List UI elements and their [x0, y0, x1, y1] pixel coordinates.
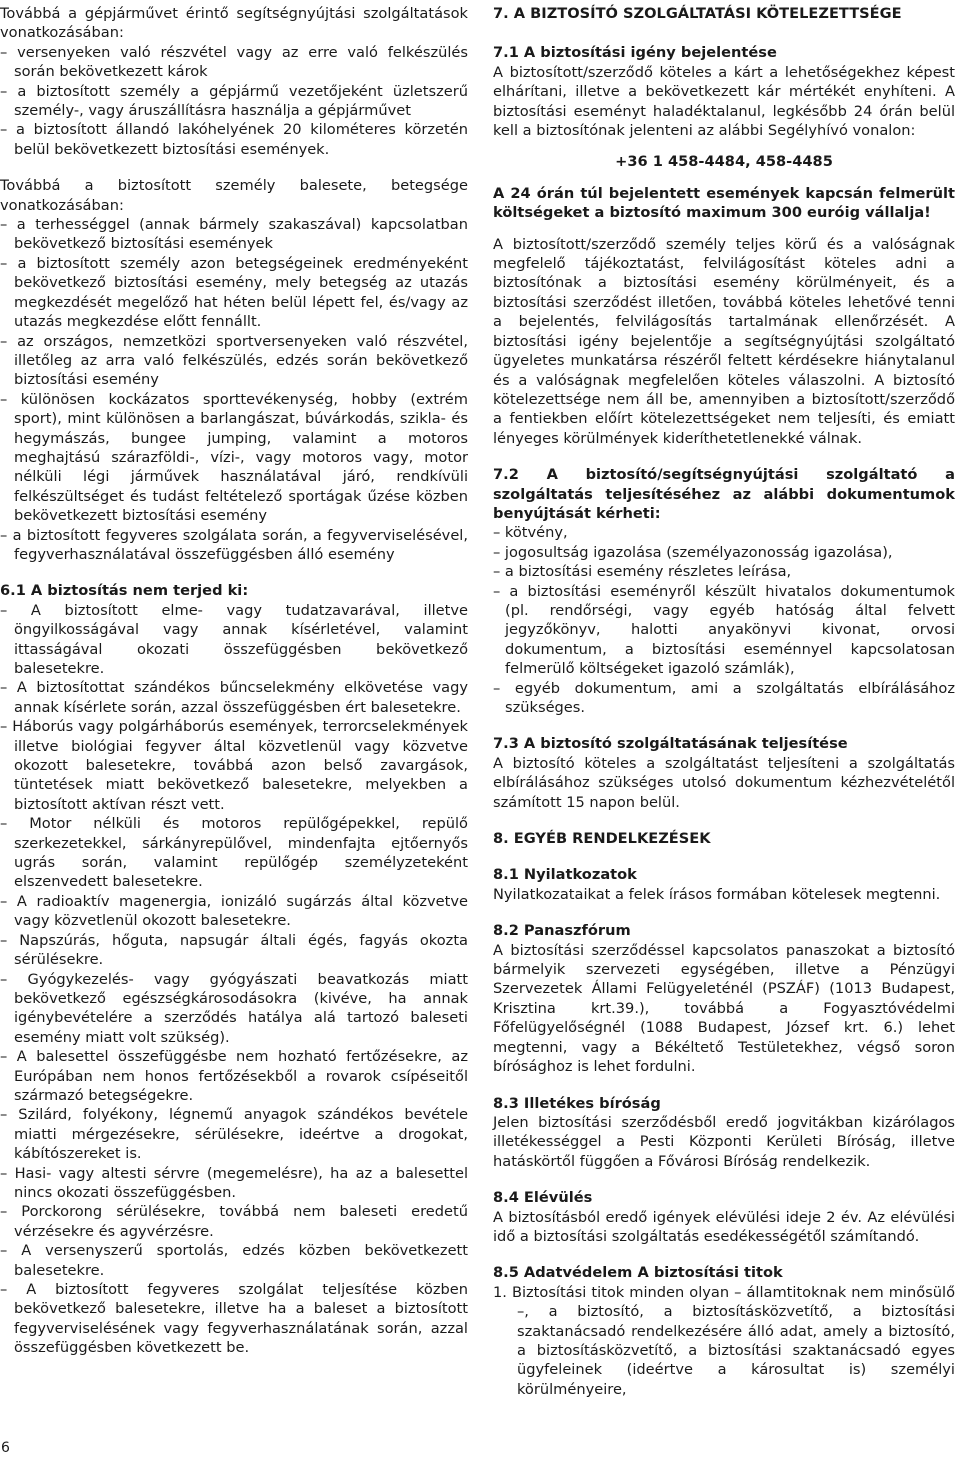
list-item: – A radioaktív magenergia, ionizáló sugárzás által közvetve vagy közvetlenül okozott balesetekre. — [0, 892, 468, 930]
list-item: – a biztosított állandó lakóhelyének 20 kilométeres körzetén belül bekövetkezett biztosítási események. — [0, 121, 468, 158]
right-column — [493, 4, 955, 1399]
section-7-3-heading: 7.3 A biztosító szolgáltatásának teljesítése — [493, 735, 848, 753]
list-item: – Porckorong sérülésekre, továbbá nem baleseti eredetű vérzésekre és agyvérzésre. — [0, 1203, 468, 1240]
section-7-3-text: A biztosító köteles a szolgáltatást teljesíteni a szolgáltatás elbírálásához szükséges utolsó dokumentum kézhezvételétől számított 15 napon belül. — [493, 754, 955, 811]
section-7-1-text-2: A biztosított/szerződő személy teljes körű és a valóságnak megfelelő tájékoztatást, felvilágosítást köteles adni a biztosítónak a biztosítási esemény körülményeit, és a biztosítási szerződést illetően, továbbá köteles lehetővé tenni a bejelentés, felvilágosítás tartalmának ellenőrzését. A biztosítási igény bejelentője a segítségnyújtási szolgáltató ügyeletes munkatársa részéről feltett kérdésekre hiánytalanul és a valóságnak megfelelően köteles válaszolni. A biztosító kötelezettsége nem áll be, amennyiben a biztosított/szerződő a fentiekben előírt kötelezettségeket nem teljesíti, és emiatt lényeges körülmények kideríthetetlenekké válnak. — [493, 235, 955, 447]
list-item: – jogosultság igazolása (személyazonosság igazolása), — [493, 543, 893, 561]
section-6-1-heading: 6.1 A biztosítás nem terjed ki: — [0, 582, 249, 600]
hotline-number: +36 1 458-4484, 458-4485 — [615, 153, 833, 171]
list-item: – a biztosítási eseményről készült hivatalos dokumentumok (pl. rendőrségi, vagy egyéb hatóság által felvett jegyzőkönyv, halotti anyakönyvi kivonat, orvosi dokumentum, a biztosítási eseménnyel kapcsolatosan felmerülő költségeket igazoló számlák), — [493, 582, 955, 678]
list-item: – a biztosított személy azon betegségeinek eredményeként bekövetkező biztosítási esemény, mely betegség az utazás megkezdését megelőző hat héten belül lépett fel, és/vagy az utazás megkezdése előtt fennállt. — [0, 254, 468, 331]
list-item: – A biztosított elme- vagy tudatzavarával, illetve öngyilkosságával vagy annak kísérletével, valamint ittasságával okozati összefüggésben bekövetkező balesetekre. — [0, 601, 468, 677]
section-7-2-heading: 7.2 A biztosító/segítségnyújtási szolgáltató a szolgáltatás teljesítéséhez az alábbi dokumentumok benyújtását kérheti: — [493, 466, 955, 522]
section-8-4-heading: 8.4 Elévülés — [493, 1189, 593, 1207]
section-8-3-heading: 8.3 Illetékes bíróság — [493, 1094, 661, 1112]
list-item: – egyéb dokumentum, ami a szolgáltatás elbírálásához szükséges. — [493, 679, 955, 716]
list-item: – Gyógykezelés- vagy gyógyászati beavatkozás miatt bekövetkező egészségkárosodásokra (kivéve, ha annak igénybevételére a szerződés hatálya alá tartozó baleseti esemény miatt volt szükség). — [0, 970, 468, 1046]
section-7-1-text: A biztosított/szerződő köteles a kárt a lehetőségekhez képest elhárítani, illetve a bekövetkezett kár mértékét enyhíteni. A biztosítási eseményt haladéktalanul, legkésőbb 24 órán belül kell a biztosítónak jelenteni az alábbi Segélyhívó vonalon: — [493, 63, 955, 140]
section-8-3-text: Jelen biztosítási szerződésből eredő jogvitákban kizárólagos illetékességgel a Pesti Központi Kerületi Bíróság, illetve hatáskörtől függően a Fővárosi Bíróság rendelkezik. — [493, 1113, 955, 1170]
list-item: – versenyeken való részvétel vagy az erre való felkészülés során bekövetkezett károk — [0, 43, 468, 81]
section-7-1-heading: 7.1 A biztosítási igény bejelentése — [493, 44, 777, 62]
list-item: – a biztosított személy a gépjármű vezetőjeként üzletszerű személy-, vagy áruszállításra használja a gépjárművet — [0, 82, 468, 120]
list-item: – Napszúrás, hőguta, napsugár általi égés, fagyás okozta sérülésekre. — [0, 931, 468, 969]
list-item: – az országos, nemzetközi sportversenyeken való részvétel, illetőleg az arra való felkészülés, edzés során bekövetkező biztosítási esemény — [0, 332, 468, 389]
numbered-item: 1. Biztosítási titok minden olyan – államtitoknak nem minősülő –, a biztosító, a biztosításközvetítő, a biztosítási szaktanácsadó rendelkezésére álló adat, amely a biztosító, a biztosításközvetítő, a biztosítási szaktanácsadó egyes ügyfeleinek (ideértve a károsultat is) személyi körülményeire, — [493, 1283, 955, 1398]
list-item: – A versenyszerű sportolás, edzés közben bekövetkezett balesetekre. — [0, 1242, 468, 1279]
list-item: – Hasi- vagy altesti sérvre (megemelésre), ha az a balesettel nincs okozati összefüggésben. — [0, 1164, 468, 1201]
section-8-5-heading: 8.5 Adatvédelem A biztosítási titok — [493, 1264, 783, 1282]
list-item: – különösen kockázatos sporttevékenység, hobby (extrém sport), mint különösen a barlangászat, búvárkodás, szikla- és hegymászás, bungee jumping, valamint a motoros meghajtású szárazföldi-, vízi-, vagy motoros vagy, motor nélküli légi járművek használatával járó, rendkívüli felkészültséget és tudást feltételező sportágak űzése közben bekövetkezett biztosítási esemény — [0, 390, 468, 525]
list-item: – A balesettel összefüggésbe nem hozható fertőzésekre, az Európában nem honos fertőzésekből a rovarok csípéseitől származó betegségekre. — [0, 1048, 468, 1104]
list-item: – Motor nélküli és motoros repülőgépekkel, repülő szerkezetekkel, sárkányrepülővel, mindenfajta ejtőernyős ugrás során, valamint repülőgép személyzeteként elszenvedett balesetekre. — [0, 815, 468, 891]
late-report-notice: A 24 órán túl bejelentett események kapcsán felmerült költségeket a biztosító maximum 300 euróig vállalja! — [493, 184, 955, 222]
list-item: – kötvény, — [493, 524, 568, 542]
section-8-2-heading: 8.2 Panaszfórum — [493, 922, 631, 940]
section-8-1-text: Nyilatkozataikat a felek írásos formában kötelesek megtenni. — [493, 885, 941, 903]
section-8-1-heading: 8.1 Nyilatkozatok — [493, 866, 637, 884]
assistance-exclusions-intro: Továbbá a gépjárművet érintő segítségnyújtási szolgáltatások vonatkozásában: — [0, 5, 468, 42]
section-8-2-text: A biztosítási szerződéssel kapcsolatos panaszokat a biztosító bármelyik szervezeti egységében, illetve a Pénzügyi Szervezetek Állami Felügyeleténél (PSZÁF) (1013 Budapest, Krisztina krt.39.), továbbá a Fogyasztóvédelmi Főfelügyelőségnél (1088 Budapest, József krt. 6.) lehet megtenni, vagy a Békéltető Testületekhez, végső soron bírósághoz is lehet fordulni. — [493, 941, 955, 1076]
section-8-heading: 8. EGYÉB RENDELKEZÉSEK — [493, 830, 711, 848]
page-number: 6 — [1, 1440, 10, 1456]
list-item: – A biztosítottat szándékos bűncselekmény elkövetése vagy annak kísérlete során, azzal összefüggésben ért balesetekre. — [0, 679, 468, 716]
list-item: – Háborús vagy polgárháborús események, terrorcselekmények illetve biológiai fegyver által közvetlenül vagy közvetve okozott balesetekre, továbbá azon belső zavargások, tüntetések miatt bekövetkező balesetekre, melyekben a biztosított aktívan részt vett. — [0, 718, 468, 813]
list-item: – a biztosítási esemény részletes leírása, — [493, 563, 792, 581]
left-column — [0, 4, 468, 1358]
section-8-4-text: A biztosításból eredő igények elévülési ideje 2 év. Az elévülési idő a biztosítási szolgáltatás esedékességétől számítandó. — [493, 1208, 955, 1245]
section-7-heading: 7. A BIZTOSÍTÓ SZOLGÁLTATÁSI KÖTELEZETTSÉGE — [493, 5, 902, 22]
accident-exclusions-intro: Továbbá a biztosított személy balesete, betegsége vonatkozásában: — [0, 177, 468, 214]
list-item: – a biztosított fegyveres szolgálata során, a fegyverviselésével, fegyverhasználatával összefüggésben álló esemény — [0, 526, 468, 563]
list-item: – Szilárd, folyékony, légnemű anyagok szándékos bevétele miatti mérgezésekre, sérülésekre, ideértve a drogokat, kábítószereket is. — [0, 1106, 468, 1163]
list-item: – A biztosított fegyveres szolgálat teljesítése közben bekövetkező balesetekre, illetve ha a baleset a biztosított fegyverviselésének vagy fegyverhasználatának során, azzal összefüggésben következett be. — [0, 1281, 468, 1357]
list-item: – a terhességgel (annak bármely szakaszával) kapcsolatban bekövetkező biztosítási események — [0, 216, 468, 253]
